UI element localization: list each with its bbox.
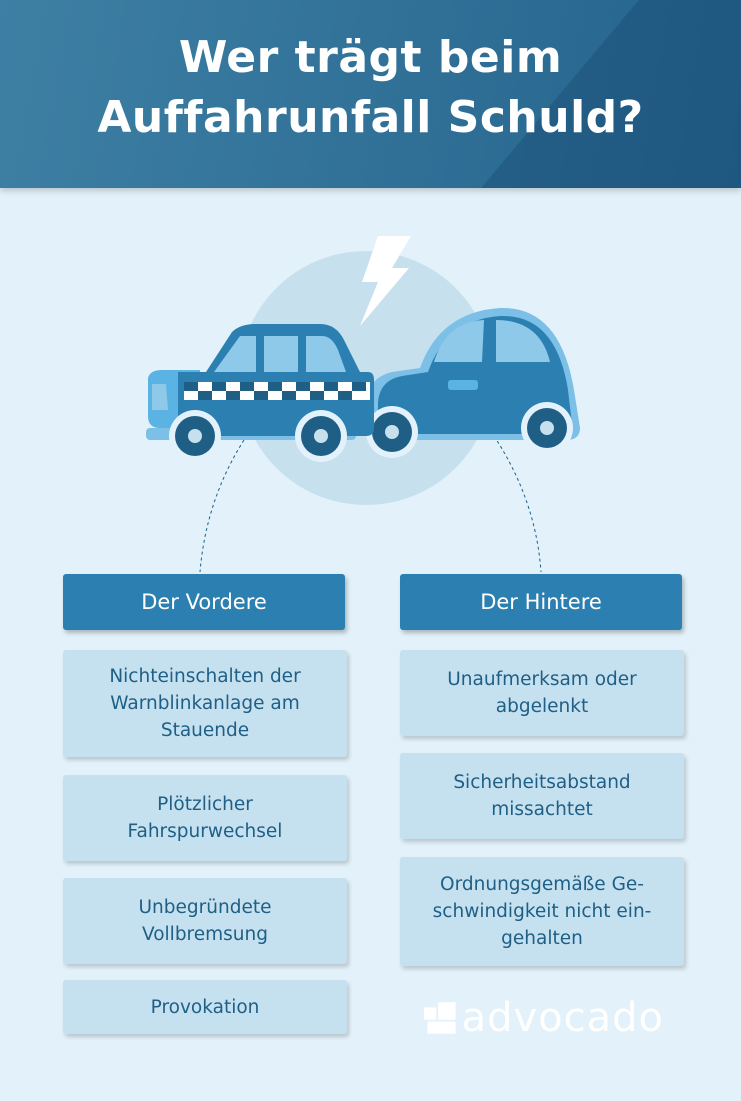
- page-title: [0, 28, 741, 148]
- left-item-4: Provokation: [63, 980, 347, 1034]
- left-item-1: Nichteinschalten der Warnblinkanlage am Stauende: [63, 650, 347, 757]
- title-line-1: Wer trägt beim: [178, 32, 563, 83]
- left-item-3: Unbegründete Vollbremsung: [63, 878, 347, 964]
- advocado-logo: [424, 996, 664, 1040]
- brand-name: advocado: [461, 995, 664, 1041]
- right-item-1: Unaufmerksam oder abgelenkt: [400, 650, 684, 736]
- logo-mark-icon: [424, 1000, 456, 1036]
- heading-der-vordere: Der Vordere: [63, 574, 345, 630]
- crash-illustration: [0, 188, 741, 588]
- header-banner: [0, 0, 741, 188]
- left-connector: [200, 440, 244, 572]
- right-item-2: Sicherheitsabstand missachtet: [400, 753, 684, 839]
- heading-der-hintere: Der Hintere: [400, 574, 682, 630]
- title-line-2: Auffahrunfall Schuld?: [97, 92, 644, 143]
- left-item-2: Plötzlicher Fahrspurwechsel: [63, 775, 347, 861]
- right-item-3: Ordnungsgemäße Ge- schwindigkeit nicht ein- gehalten: [400, 857, 684, 966]
- right-connector: [494, 436, 541, 572]
